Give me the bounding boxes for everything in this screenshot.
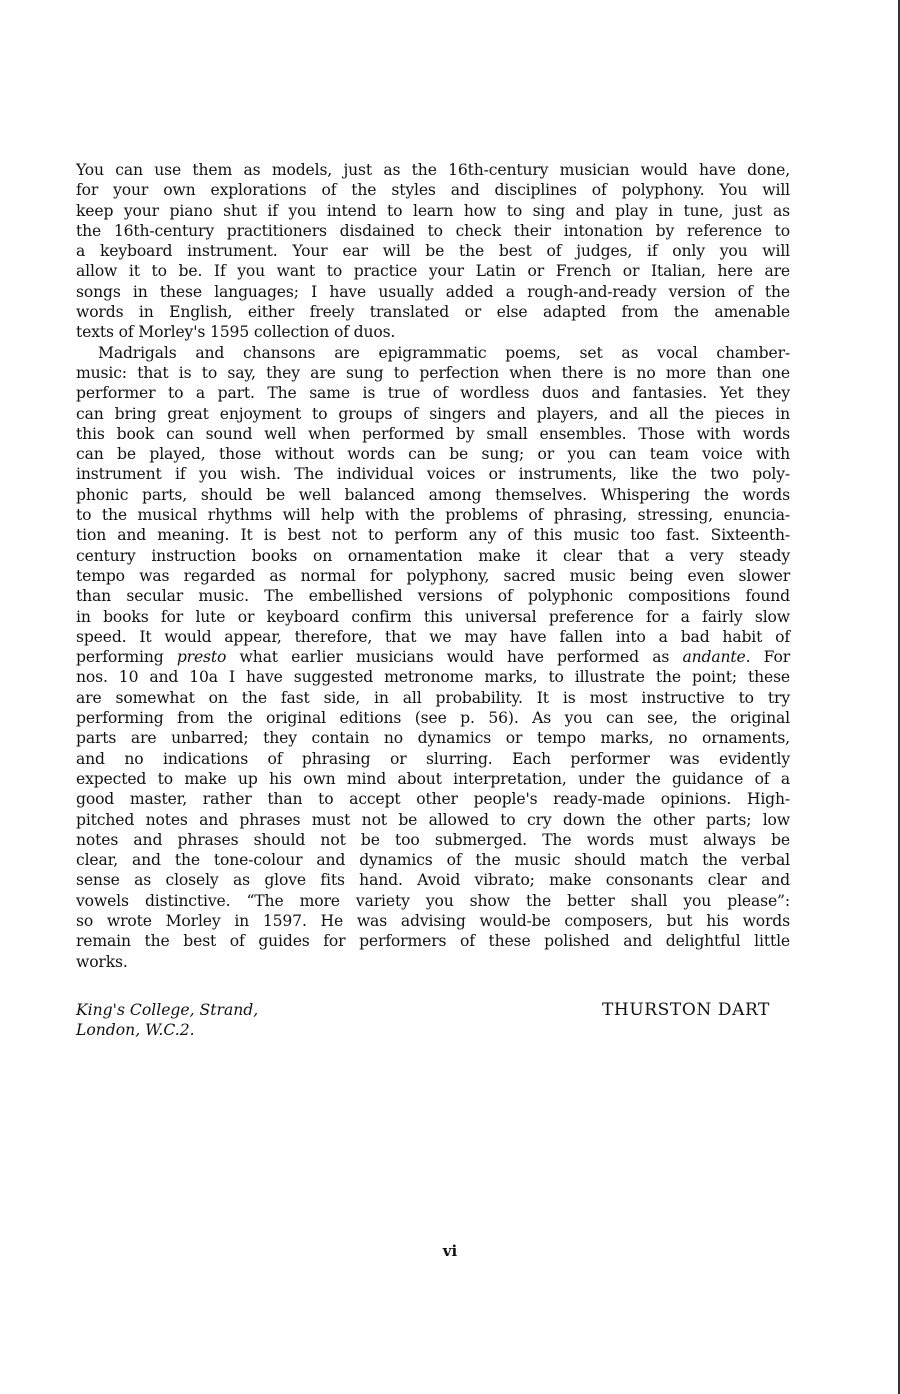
text-line: instrument if you wish. The individual voices or instruments, like the two poly- xyxy=(76,465,790,484)
text-line: are somewhat on the fast side, in all probability. It is most instructive to try xyxy=(76,688,790,707)
text-line: tempo was regarded as normal for polyphony, sacred music being even slower xyxy=(76,566,790,585)
text-line: for your own explorations of the styles and disciplines of polyphony. You will xyxy=(76,181,790,200)
text-line: works. xyxy=(76,952,128,971)
text-line: speed. It would appear, therefore, that we may have fallen into a bad habit of xyxy=(76,627,790,646)
text-line: texts of Morley's 1595 collection of duos. xyxy=(76,323,396,342)
text-line: this book can sound well when performed by small ensembles. Those with words xyxy=(76,424,790,443)
text-line: You can use them as models, just as the 16th-century musician would have done, xyxy=(76,161,790,179)
signature-place xyxy=(76,1000,258,1041)
place-line-2: London, W.C.2. xyxy=(76,1021,195,1040)
text-line: tion and meaning. It is best not to perform any of this music too fast. Sixteenth- xyxy=(76,526,790,545)
text-line: a keyboard instrument. Your ear will be the best of judges, if only you will xyxy=(76,242,790,261)
text-line: Madrigals and chansons are epigrammatic poems, set as vocal chamber- xyxy=(98,343,790,362)
text-line: century instruction books on ornamentation make it clear that a very steady xyxy=(76,546,790,565)
text-line: in books for lute or keyboard confirm this universal preference for a fairly slow xyxy=(76,607,790,626)
text-line: allow it to be. If you want to practice your Latin or French or Italian, here are xyxy=(76,262,790,281)
text-line: can be played, those without words can be sung; or you can team voice with xyxy=(76,445,790,464)
text-line: expected to make up his own mind about interpretation, under the guidance of a xyxy=(76,769,790,788)
text-line: parts are unbarred; they contain no dynamics or tempo marks, no ornaments, xyxy=(76,729,790,748)
text-line: performer to a part. The same is true of wordless duos and fantasies. Yet they xyxy=(76,384,790,403)
page-number: vi xyxy=(442,1242,458,1260)
text-line: music: that is to say, they are sung to perfection when there is no more than one xyxy=(76,363,790,382)
text-line: words in English, either freely translated or else adapted from the amenable xyxy=(76,303,790,322)
text-line: songs in these languages; I have usually added a rough-and-ready version of the xyxy=(76,282,790,301)
text-line: so wrote Morley in 1597. He was advising would-be composers, but his words xyxy=(76,911,790,930)
text-line: keep your piano shut if you intend to learn how to sing and play in tune, just as xyxy=(76,201,790,220)
preface-text xyxy=(76,160,790,972)
text-line: clear, and the tone-colour and dynamics of the music should match the verbal xyxy=(76,851,790,870)
text-line: sense as closely as glove fits hand. Avoid vibrato; make consonants clear and xyxy=(76,871,790,890)
text-line: notes and phrases should not be too submerged. The words must always be xyxy=(76,830,790,849)
text-line: nos. 10 and 10a I have suggested metronome marks, to illustrate the point; these xyxy=(76,668,790,687)
text-line: can bring great enjoyment to groups of singers and players, and all the pieces in xyxy=(76,404,790,423)
text-line: pitched notes and phrases must not be allowed to cry down the other parts; low xyxy=(76,810,790,829)
text-line: performing from the original editions (see p. 56). As you can see, the original xyxy=(76,709,790,728)
text-line: to the musical rhythms will help with the problems of phrasing, stressing, enuncia- xyxy=(76,506,790,525)
text-line: remain the best of guides for performers of these polished and delightful little xyxy=(76,932,790,951)
text-line: good master, rather than to accept other people's ready-made opinions. High- xyxy=(76,790,790,809)
place-line-1: King's College, Strand, xyxy=(76,1001,259,1019)
author-name: THURSTON DART xyxy=(601,1000,770,1020)
text-line: and no indications of phrasing or slurring. Each performer was evidently xyxy=(76,749,790,768)
text-line: performing presto what earlier musicians would have performed as andante. For xyxy=(76,648,790,667)
text-line: than secular music. The embellished versions of polyphonic compositions found xyxy=(76,587,790,606)
text-line: phonic parts, should be well balanced among themselves. Whispering the words xyxy=(76,485,790,504)
text-line: vowels distinctive. “The more variety you show the better shall you please”: xyxy=(76,891,790,910)
text-line: the 16th-century practitioners disdained to check their intonation by reference to xyxy=(76,221,790,240)
